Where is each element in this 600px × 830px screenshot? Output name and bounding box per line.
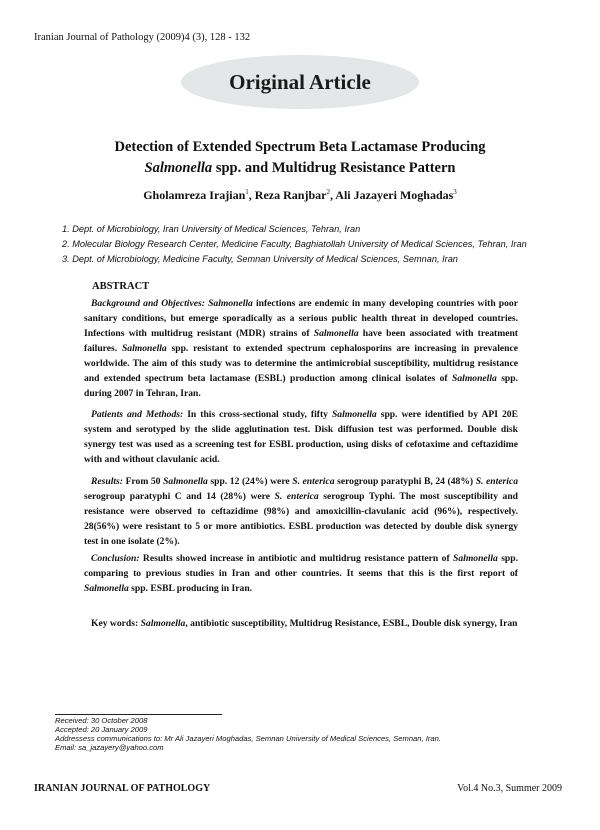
title-rest: spp. and Multidrug Resistance Pattern [212,160,456,176]
text-segment: infections are endemic in many developing countries with poor sanitary conditions, but emerge sporadically as a serious public health threat in developed countries. Infections with multidrug resistant (MDR) strains of [84,298,518,339]
section-label: Conclusion: [91,553,140,564]
italic-taxon: S. enterica [475,476,518,487]
accepted-date: Accepted: 20 January 2009 [55,725,148,734]
text-segment: have been associated with treatment failures. [84,328,518,354]
footnote-divider [55,714,222,715]
article-type-banner [181,55,419,109]
author: Ali Jazayeri Moghadas$^3$ [335,188,457,202]
italic-taxon: Salmonella [331,409,377,420]
article-title-line-1: Detection of Extended Spectrum Beta Lactamase Producing [114,139,486,155]
article-title-line-2 [40,158,560,179]
italic-taxon: Salmonella [452,373,497,384]
section-label: Background and Objectives: [91,298,205,309]
received-date: Received: 30 October 2008 [55,716,148,725]
abstract-results [84,474,518,549]
italic-taxon: Salmonella [121,343,167,354]
text-segment: spp. during 2007 in Tehran, Iran. [84,373,518,399]
italic-taxon: S. enterica [292,476,335,487]
author-list [40,188,560,203]
text-segment: From 50 [123,476,164,487]
correspondence-email: Email: sa_jazayery@yahoo.com [55,743,164,752]
abstract-conclusion [84,551,518,596]
italic-taxon: Salmonella [208,298,253,309]
text-segment: serogroup paratyphi C and 14 (28%) were [84,491,275,502]
italic-taxon: Salmonella [453,553,498,564]
text-segment: , antibiotic susceptibility, Multidrug Resistance, ESBL, Double disk synergy, Iran [185,618,518,629]
affiliation-1: 1. Dept. of Microbiology, Iran University of Medical Sciences, Tehran, Iran [62,224,361,234]
abstract-background [84,296,518,401]
journal-citation: Iranian Journal of Pathology (2009)4 (3), 128 - 132 [34,32,251,43]
text-segment: serogroup Typhi. The most susceptibility and resistance were observed to ceftazidime (98%) and amoxicillin-clavulanic acid (96%), respectively. 28(56%) were resistant to 5 or more antibiotics. ESBL production was detected by double disk synergy test in one isolate (2%). [84,491,518,547]
correspondence-address: Addressess communications to: Mr Ali Jazayeri Moghadas, Semnan University of Medical Sciences, Semnan, Iran. [55,734,441,743]
abstract-heading: ABSTRACT [92,281,150,292]
text-segment: spp. comparing to previous studies in Iran and other countries. It seems that this is the first report of [84,553,518,579]
keywords [84,616,518,632]
text-segment: spp. were identified by API 20E system and serotyped by the slide agglutination test. Disk diffusion test was performed. Double disk synergy test was used as a screening test for ESBL production, using disks of cefotaxime and ceftazidime with and without clavulanic acid. [84,409,518,465]
italic-taxon: Salmonella [163,476,208,487]
abstract-methods [84,407,518,467]
italic-taxon: Salmonella [84,583,129,594]
italic-taxon: Salmonella [313,328,359,339]
author: Gholamreza Irajian$^1$, [143,188,255,202]
italic-taxon: S. enterica [274,491,319,502]
italic-taxon: Salmonella [140,618,186,629]
section-label: Results: [91,476,123,487]
title-genus: Salmonella [144,160,213,176]
text-segment: spp. 12 (24%) were [207,476,293,487]
footer-volume: Vol.4 No.3, Summer 2009 [457,783,562,794]
text-segment: serogroup paratyphi B, 24 (48%) [334,476,476,487]
footer-journal-name: IRANIAN JOURNAL OF PATHOLOGY [34,783,211,794]
affiliation-3: 3. Dept. of Microbiology, Medicine Faculty, Semnan University of Medical Sciences, Semnan, Iran [62,254,458,264]
text-segment: Results showed increase in antibiotic and multidrug resistance pattern of [139,553,454,564]
section-label: Patients and Methods: [91,409,184,420]
text-segment: In this cross-sectional study, fifty [183,409,332,420]
author: Reza Ranjbar$^2$, [254,188,336,202]
article-type-label: Original Article [229,69,371,94]
affiliation-2: 2. Molecular Biology Research Center, Medicine Faculty, Baghiatollah University of Medical Sciences, Tehran, Iran [62,239,527,249]
keywords-label: Key words: [91,618,139,629]
text-segment: spp. resistant to extended spectrum cephalosporins are increasing in prevalence worldwide. The aim of this study was to determine the antimicrobial susceptibility, multidrug resistance and extended spectrum beta lactamase (ESBL) production among clinical isolates of [84,343,518,384]
text-segment: spp. ESBL producing in Iran. [128,583,253,594]
